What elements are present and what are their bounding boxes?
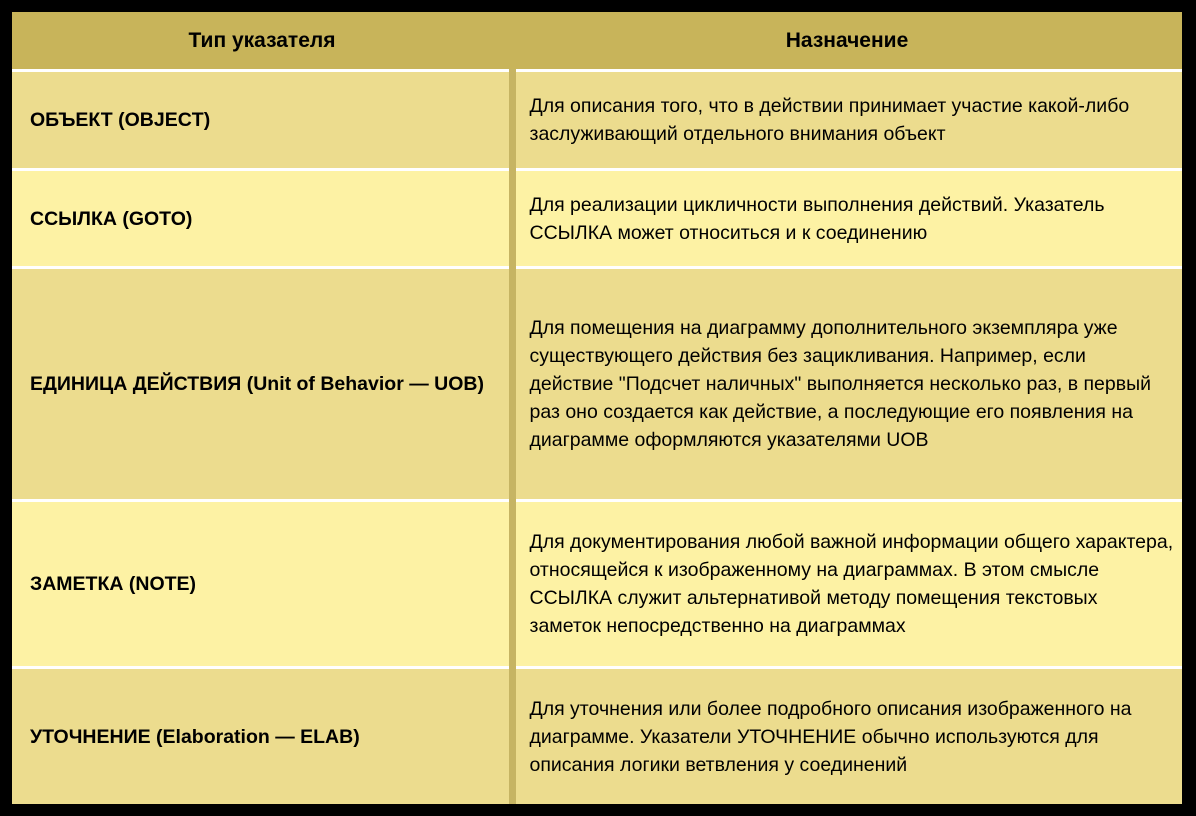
table-row [12,268,1182,501]
pointer-type-cell: ОБЪЕКТ (OBJECT) [12,71,512,170]
table-row [12,668,1182,805]
pointer-purpose-cell: Для помещения на диаграмму дополнительного экземпляра уже существующего действия без зацикливания. Например, если действие "Подсчет наличных" выполняется несколько раз, в первый раз оно создается как действие, а последующие его появления на диаграмме оформляются указателями UOB [512,268,1182,501]
pointer-type-cell: ЕДИНИЦА ДЕЙСТВИЯ (Unit of Behavior — UOB) [12,268,512,501]
table-row [12,170,1182,268]
pointer-purpose-cell: Для уточнения или более подробного описания изображенного на диаграмме. Указатели УТОЧНЕНИЕ обычно используются для описания логики ветвления у соединений [512,668,1182,805]
pointer-type-cell: УТОЧНЕНИЕ (Elaboration — ELAB) [12,668,512,805]
table-header-row [12,12,1182,71]
pointer-type-cell: ССЫЛКА (GOTO) [12,170,512,268]
pointer-type-cell: ЗАМЕТКА (NOTE) [12,501,512,668]
pointer-purpose-cell: Для описания того, что в действии принимает участие какой-либо заслуживающий отдельного внимания объект [512,71,1182,170]
pointer-purpose-cell: Для реализации цикличности выполнения действий. Указатель ССЫЛКА может относиться и к соединению [512,170,1182,268]
column-header-purpose: Назначение [512,12,1182,71]
pointer-types-table [12,12,1182,804]
table-row [12,71,1182,170]
table-row [12,501,1182,668]
pointer-purpose-cell: Для документирования любой важной информации общего характера, относящейся к изображенному на диаграммах. В этом смысле ССЫЛКА служит альтернативой методу помещения текстовых заметок непосредственно на диаграммах [512,501,1182,668]
column-header-type: Тип указателя [12,12,512,71]
